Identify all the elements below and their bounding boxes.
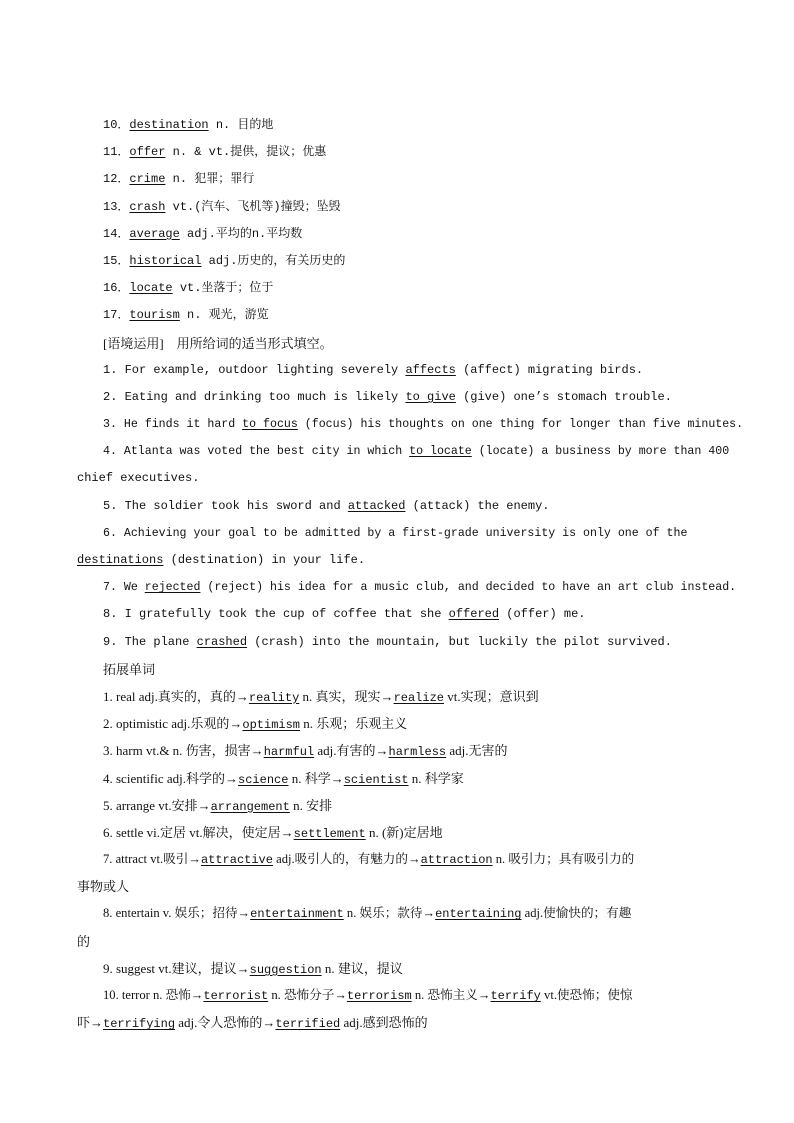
answer-word: entertaining (435, 907, 522, 922)
vocab-definition: n. 犯罪；罪行 (165, 172, 255, 187)
vocab-word: tourism (129, 308, 180, 323)
vocab-definition: n. 观光，游览 (179, 308, 269, 323)
extend-item-continuation (77, 1009, 719, 1036)
vocab-word: crime (129, 172, 166, 187)
item-number: 10． (103, 118, 130, 132)
sentence-text: 8. I gratefully took the cup of coffee that she (103, 607, 449, 622)
extend-item (77, 737, 719, 764)
vocab-item (77, 221, 719, 248)
answer-word: offered (448, 607, 500, 622)
vocab-definition: n. 目的地 (208, 118, 274, 132)
answer-word: terrorism (346, 989, 412, 1003)
vocab-definition: adj.历史的，有关历史的 (201, 253, 346, 268)
vocab-item (77, 194, 719, 221)
extend-text: n. 科学→ (288, 770, 344, 786)
vocab-definition: adj.平均的n.平均数 (179, 226, 303, 241)
sentence-text: 5. The soldier took his sword and (103, 498, 348, 513)
answer-word: harmful (263, 745, 315, 760)
usage-sentence (77, 357, 719, 384)
answer-word: terrorist (203, 989, 269, 1003)
usage-sentence (77, 384, 719, 411)
answer-word: science (238, 772, 289, 787)
sentence-text: (offer) me. (499, 607, 586, 622)
answer-word: attractive (200, 853, 273, 868)
answer-word: attacked (347, 498, 406, 513)
extend-text: adj.使愉快的；有趣 (521, 906, 632, 921)
section-heading-extend: 拓展单词 (103, 661, 156, 677)
extend-item (77, 792, 719, 819)
vocab-word: destination (129, 118, 209, 132)
usage-sentence (77, 493, 719, 520)
extend-text: n. 恐怖分子→ (268, 988, 347, 1002)
answer-word: affects (405, 362, 456, 377)
vocab-word: crash (129, 199, 166, 214)
sentence-text: 3. He finds it hard (103, 418, 243, 432)
usage-sentence (77, 629, 719, 656)
usage-sentence-continuation: chief executives. (77, 471, 200, 486)
answer-word: to give (405, 389, 456, 404)
sentence-text: (destination) in your life. (163, 553, 366, 567)
extend-item (77, 710, 719, 737)
vocab-item (77, 112, 719, 139)
extend-item-continuation: 事物或人 (77, 879, 130, 895)
answer-word: to locate (409, 445, 472, 459)
sentence-text: (give) one’s stomach trouble. (455, 389, 672, 404)
extend-text: n. 吸引力；具有吸引力的 (492, 852, 635, 867)
item-number: 14． (103, 226, 130, 241)
sentence-text: 2. Eating and drinking too much is likely (103, 389, 406, 404)
extend-text: n. 建议，提议 (321, 960, 403, 976)
extend-item (77, 982, 719, 1009)
extend-text: 9. suggest vt.建议，提议→ (103, 960, 250, 976)
extend-text: 7. attract vt.吸引→ (103, 852, 201, 867)
extend-text: adj.吸引人的，有魅力的→ (272, 852, 421, 867)
answer-word: to focus (242, 418, 298, 432)
usage-sentence (77, 601, 719, 628)
answer-word: rejected (144, 581, 201, 595)
extend-text: adj.有害的→ (314, 743, 389, 759)
extend-text: adj.感到恐怖的 (340, 1015, 428, 1031)
answer-word: realize (393, 690, 444, 705)
answer-word: suggestion (249, 962, 322, 977)
vocab-item (77, 275, 719, 302)
extend-text: 吓→ (77, 1015, 104, 1031)
extend-item (77, 683, 719, 710)
vocab-definition: vt.(汽车、飞机等)撞毁；坠毁 (165, 199, 341, 214)
extend-text: 6. settle vi.定居 vt.解决，使定居→ (103, 824, 294, 840)
usage-sentence-continuation (77, 547, 719, 574)
sentence-text: (focus) his thoughts on one thing for longer than five minutes. (297, 418, 744, 432)
extend-text: 3. harm vt.& n. 伤害，损害→ (103, 743, 264, 759)
extend-text: vt.使恐怖；使惊 (540, 988, 633, 1002)
vocab-word: offer (129, 145, 166, 160)
vocab-word: average (129, 226, 180, 241)
extend-text: n. (新)定居地 (365, 824, 443, 840)
answer-word: settlement (293, 826, 366, 841)
answer-word: scientist (343, 772, 409, 787)
answer-word: crashed (196, 634, 248, 649)
extend-text: 10. terror n. 恐怖→ (103, 988, 204, 1002)
extend-item-continuation: 的 (77, 933, 91, 949)
item-number: 13． (103, 199, 130, 214)
vocab-definition: vt.坐落于；位于 (172, 281, 274, 296)
extend-item (77, 846, 719, 873)
sentence-text: (reject) his idea for a music club, and decided to have an art club instead. (200, 581, 737, 595)
extend-item (77, 765, 719, 792)
answer-word: optimism (242, 718, 300, 733)
extend-text: 5. arrange vt.安排→ (103, 797, 211, 813)
extend-text: 4. scientific adj.科学的→ (103, 770, 239, 786)
usage-sentence (77, 520, 719, 547)
item-number: 16． (103, 281, 130, 296)
item-number: 17． (103, 308, 130, 323)
answer-word: harmless (388, 745, 447, 760)
vocab-item (77, 166, 719, 193)
usage-sentence (77, 574, 737, 601)
answer-word: terrify (490, 989, 541, 1003)
document-content (77, 112, 744, 1036)
sentence-text: 4. Atlanta was voted the best city in which (103, 445, 410, 459)
vocab-word: locate (129, 281, 173, 296)
answer-word: reality (248, 690, 300, 705)
item-number: 15． (103, 253, 130, 268)
sentence-text: 6. Achieving your goal to be admitted by a first-grade university is only one of the (103, 526, 688, 540)
vocab-definition: n. & vt.提供，提议；优惠 (165, 145, 327, 160)
extend-item (77, 955, 719, 982)
item-number: 12． (103, 172, 130, 187)
vocab-item (77, 302, 719, 329)
usage-sentence (77, 411, 744, 438)
extend-text: 1. real adj.真实的，真的→ (103, 688, 249, 704)
sentence-text: (affect) migrating birds. (455, 362, 644, 377)
sentence-text: (crash) into the mountain, but luckily the pilot survived. (247, 634, 672, 649)
sentence-text: 1. For example, outdoor lighting severely (103, 362, 406, 377)
extend-text: adj.无害的 (446, 743, 508, 759)
extend-text: n. 科学家 (408, 770, 464, 786)
sentence-text: (locate) a business by more than 400 (471, 445, 730, 459)
vocab-item (77, 248, 719, 275)
extend-text: n. 娱乐；款待→ (343, 906, 436, 921)
vocab-item (77, 139, 719, 166)
extend-text: 2. optimistic adj.乐观的→ (103, 716, 243, 732)
extend-text: adj.令人恐怖的→ (175, 1015, 276, 1031)
answer-word: terrified (275, 1017, 341, 1032)
extend-item (77, 819, 719, 846)
extend-text: 8. entertain v. 娱乐；招待→ (103, 906, 251, 921)
extend-text: n. 乐观；乐观主义 (300, 716, 408, 732)
answer-word: destinations (77, 553, 164, 567)
sentence-text: (attack) the enemy. (405, 498, 550, 513)
answer-word: attraction (420, 853, 493, 868)
extend-text: n. 恐怖主义→ (411, 988, 491, 1002)
item-number: 11． (103, 145, 130, 160)
extend-text: vt.实现；意识到 (443, 688, 539, 704)
answer-word: arrangement (210, 799, 290, 814)
extend-item (77, 900, 719, 927)
usage-sentence (77, 438, 730, 465)
extend-text: n. 安排 (289, 797, 333, 813)
sentence-text: 7. We (103, 581, 145, 595)
extend-text: n. 真实，现实→ (299, 688, 394, 704)
section-heading-usage: [语境运用] 用所给词的适当形式填空。 (103, 335, 333, 351)
answer-word: entertainment (250, 907, 344, 922)
sentence-text: 9. The plane (103, 634, 197, 649)
answer-word: terrifying (103, 1017, 176, 1032)
vocab-word: historical (129, 253, 202, 268)
